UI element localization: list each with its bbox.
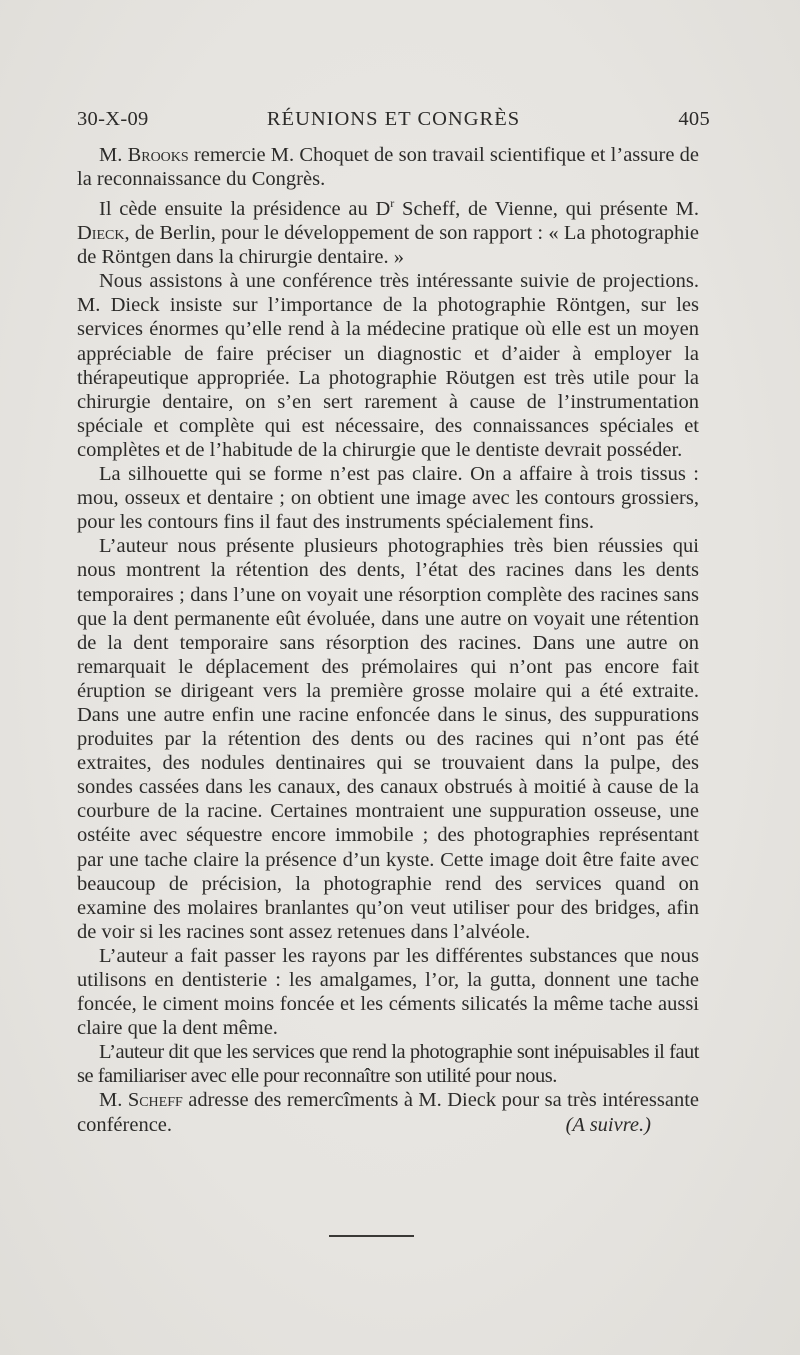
paragraph-text: adresse des remercîments à M. Dieck pour sa très intéressante conférence. [77, 1089, 699, 1136]
page-number: 405 [678, 108, 710, 130]
paragraph-text: Scheff, de Vienne, qui présente M. [394, 198, 699, 221]
paragraph-conference: Nous assistons à une conférence très intéressante suivie de projections. M. Dieck insiste sur l’importance de la photographie Röntgen, sur les services énormes qu’elle rend à la médecine pratique où elle est un moyen appréciable de faire préciser un diagnostic et d’aider à employer la thérapeutique appropriée. La photographie Röutgen est très utile pour la chirurgie dentaire, on s’en sert rarement à cause de l’instrumentation spéciale et complète qui est nécessaire, des connaissances spéciales et complètes et de l’habitude de la chirurgie que le dentiste devrait posséder. [77, 270, 699, 461]
paragraph-photographs: L’auteur nous présente plusieurs photographies très bien réussies qui nous montrent la rétention des dents, l’état des racines dans les dents temporaires ; dans l’une on voyait une résorption complète des racines sans que la dent permanente eût évoluée, dans une autre on voyait une rétention de la dent temporaire sans résorption des racines. Dans une autre on remarquait le déplacement des prémolaires qui n’ont pas encore fait éruption se dirigeant vers la première grosse molaire qui a été extraite. Dans une autre enfin une racine enfoncée dans le sinus, des suppurations produites par la rétention des dents ou des racines qui n’ont pas été extraites, des nodules dentinaires qui se trouvaient dans la pulpe, des sondes cassées dans les canaux, des canaux obstrués à moitié à cause de la courbure de la racine. Certaines montraient une suppuration osseuse, une ostéite avec séquestre encore immobile ; des photographies représentant par une tache claire la présence d’un kyste. Cette image doit être faite avec beaucoup de précision, la photographie rend des services quand on examine des molaires branlantes qu’on veut utiliser pour des bridges, afin de voir si les racines sont assez retenues dans l’alvéole. [77, 535, 699, 943]
running-title: RÉUNIONS ET CONGRÈS [266, 108, 521, 130]
paragraph-text: Il cède ensuite la présidence au D [99, 198, 391, 221]
paragraph-silhouette: La silhouette qui se forme n’est pas claire. On a affaire à trois tissus : mou, osseux et dentaire ; on obtient une image avec les contours grossiers, pour les contours fins il faut des instruments spécialement fins. [77, 463, 699, 534]
speaker-name-dieck: Dieck [77, 222, 125, 245]
to-be-continued-note: (A suivre.) [565, 1113, 651, 1136]
issue-date: 30-X-09 [77, 108, 149, 130]
paragraph-services: L’auteur dit que les services que rend la photographie sont inépuisables il faut se familiariser avec elle pour reconnaître son utilité pour nous. [77, 1041, 699, 1088]
paragraph-substances: L’auteur a fait passer les rayons par les différentes substances que nous utilisons en dentisterie : les amalgames, l’or, la gutta, donnent une tache foncée, le ciment moins foncée et les céments silicatés la même tache aussi claire que la dent même. [77, 944, 699, 1040]
paragraph-text: , de Berlin, pour le développement de son rapport : « La photographie de Röntgen dans la chirurgie dentaire. » [77, 222, 699, 269]
paragraph-text: M. [99, 144, 128, 166]
speaker-name-scheff: Scheff [127, 1089, 183, 1112]
paragraph-text: M. [99, 1089, 128, 1112]
paragraph-presidency [77, 191, 699, 269]
paragraph-text: remercie M. Choquet de son travail scientifique et l’assure de la reconnaissance du Congrès. [77, 144, 699, 191]
paragraph-thanks [77, 1088, 699, 1136]
end-rule [329, 1235, 414, 1237]
running-header [77, 108, 710, 142]
paragraph-brooks [77, 143, 699, 191]
title-superscript: r [390, 196, 395, 211]
speaker-name-brooks: Brooks [127, 144, 189, 166]
article-body [77, 143, 699, 1137]
